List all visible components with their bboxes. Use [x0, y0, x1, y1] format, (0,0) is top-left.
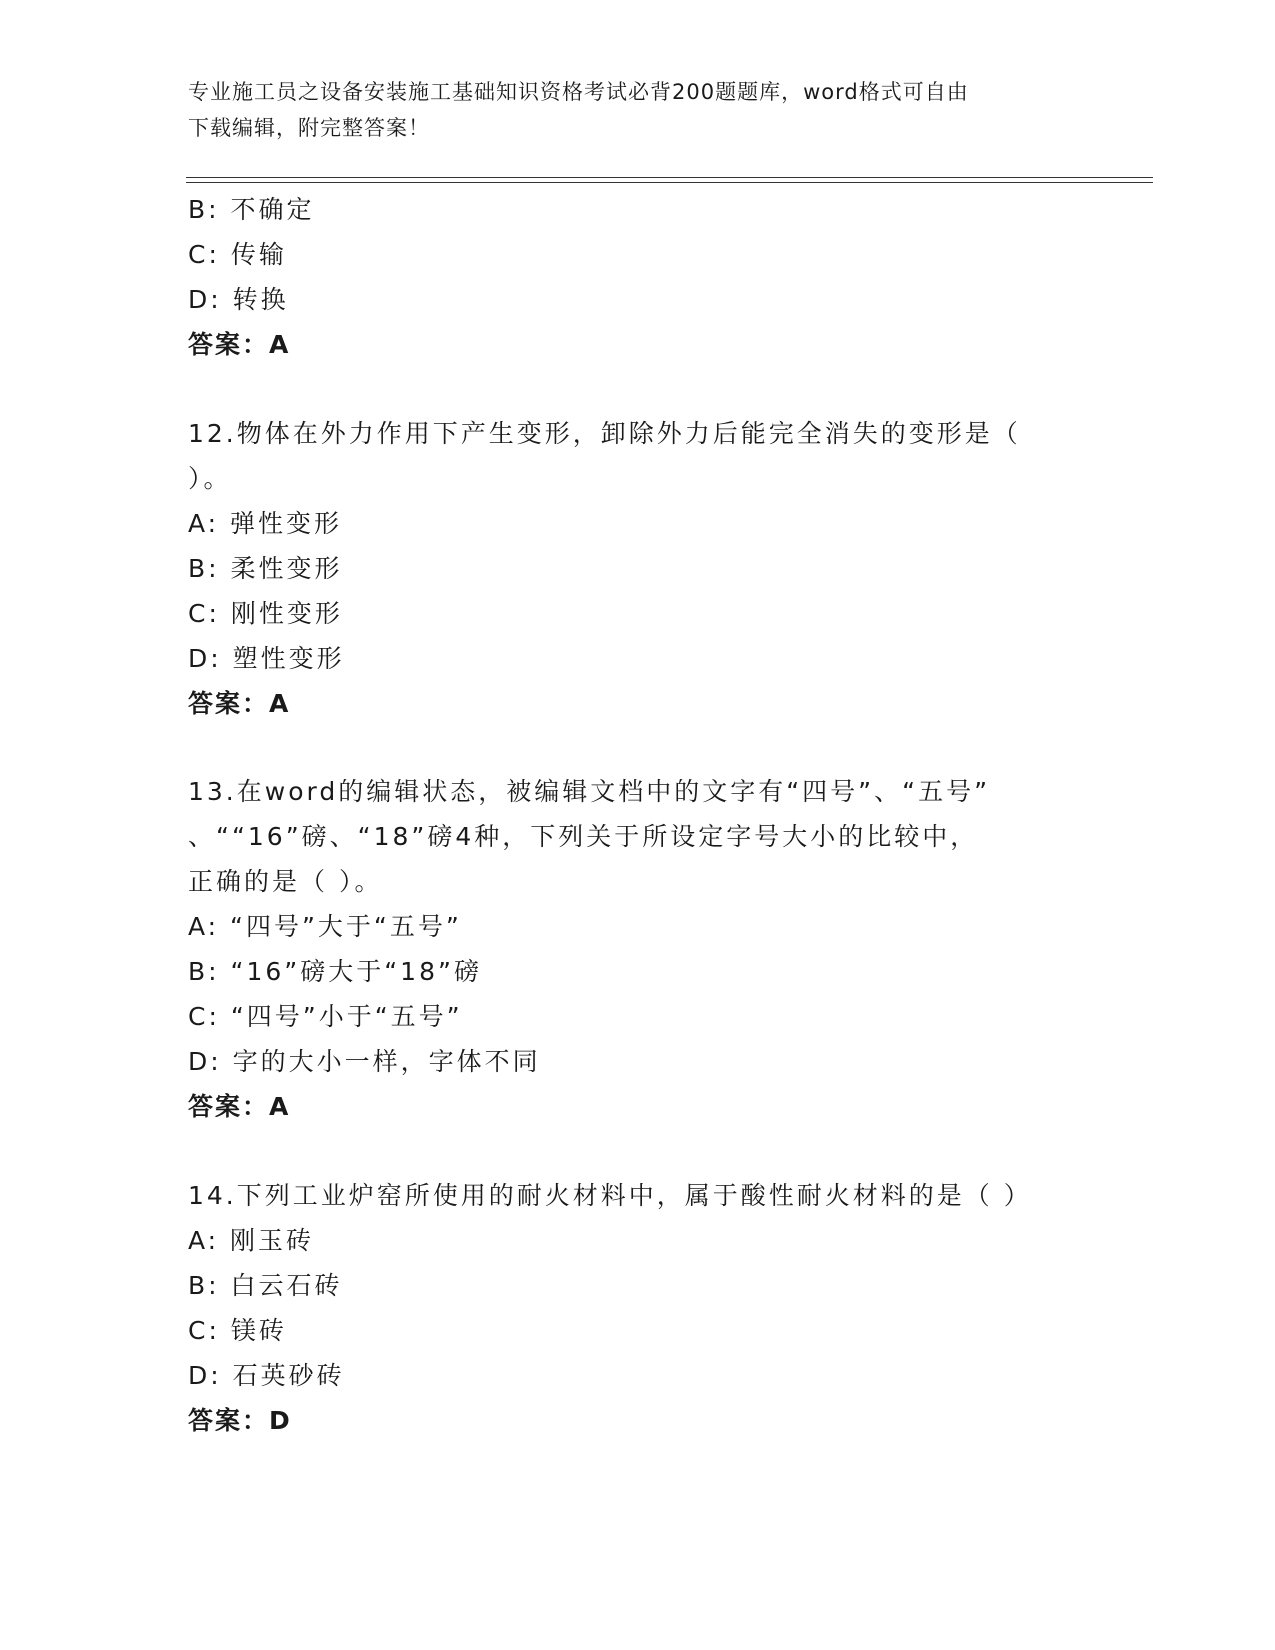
option-c: C: 刚性变形	[188, 599, 343, 628]
option-d: D: 塑性变形	[188, 644, 345, 673]
option-b: B: “16”磅大于“18”磅	[188, 957, 482, 986]
option-b: B: 柔性变形	[188, 554, 343, 583]
question-stem: ）。	[188, 464, 232, 493]
option-b: B: 不确定	[188, 195, 315, 224]
option-a: A: 刚玉砖	[188, 1226, 315, 1255]
option-a: A: “四号”大于“五号”	[188, 912, 462, 941]
question-stem: 13.在word的编辑状态，被编辑文档中的文字有“四号”、“五号”	[188, 777, 991, 806]
question-stem: 14.下列工业炉窑所使用的耐火材料中，属于酸性耐火材料的是（ ）	[188, 1181, 1032, 1210]
answer: 答案：A	[188, 330, 291, 359]
answer: 答案：A	[188, 1092, 291, 1121]
question-stem: 12.物体在外力作用下产生变形，卸除外力后能完全消失的变形是（	[188, 419, 1021, 448]
option-d: D: 转换	[188, 285, 289, 314]
header-line-2: 下载编辑，附完整答案！	[188, 116, 430, 140]
option-c: C: 传输	[188, 240, 287, 269]
question-stem: 、““16”磅、“18”磅4种，下列关于所设定字号大小的比较中，	[188, 822, 979, 851]
option-d: D: 字的大小一样，字体不同	[188, 1047, 541, 1076]
option-c: C: “四号”小于“五号”	[188, 1002, 463, 1031]
header-rule-bottom	[186, 182, 1153, 183]
answer: 答案：D	[188, 1406, 292, 1435]
header-rule-top	[186, 177, 1153, 178]
header-line-1: 专业施工员之设备安装施工基础知识资格考试必背200题题库，word格式可自由	[188, 80, 969, 104]
question-stem: 正确的是（ ）。	[188, 867, 383, 896]
option-b: B: 白云石砖	[188, 1271, 343, 1300]
page-header	[188, 74, 1088, 146]
answer: 答案：A	[188, 689, 291, 718]
option-d: D: 石英砂砖	[188, 1361, 345, 1390]
option-c: C: 镁砖	[188, 1316, 287, 1345]
option-a: A: 弹性变形	[188, 509, 343, 538]
